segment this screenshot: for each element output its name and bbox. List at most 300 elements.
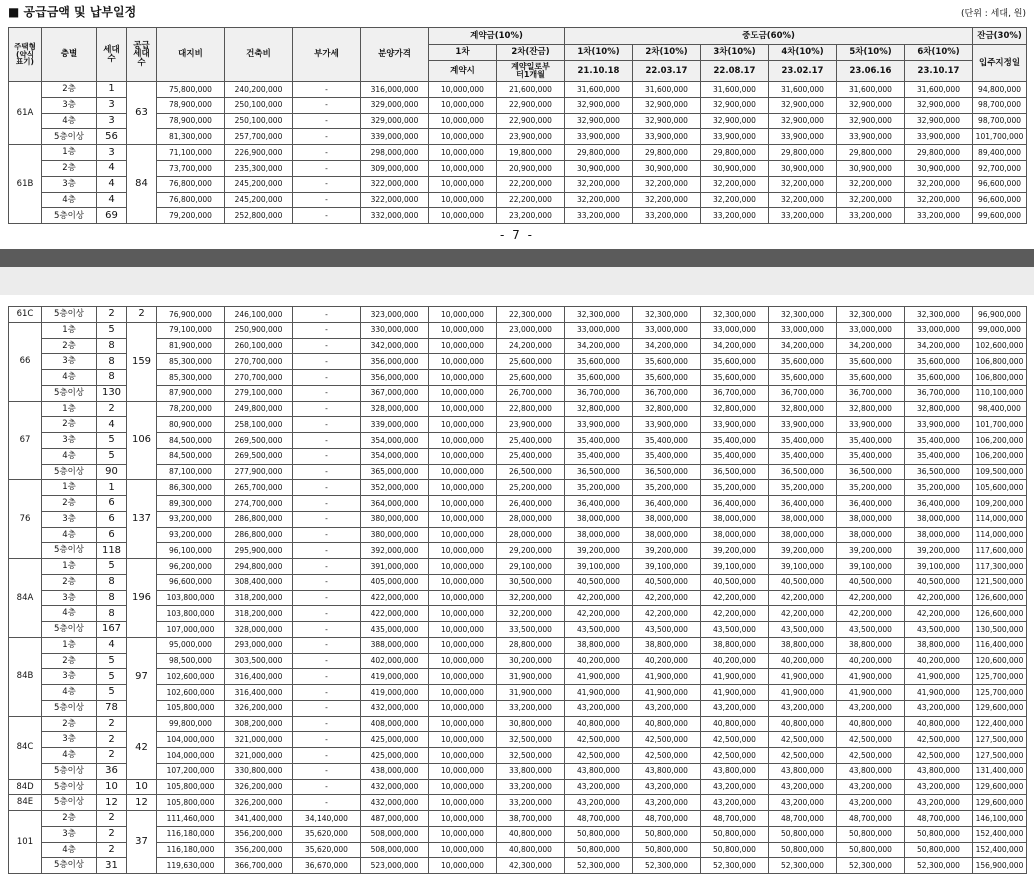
value-cell: 109,200,000: [973, 496, 1027, 512]
value-cell: 42,200,000: [837, 606, 905, 622]
value-cell: 286,800,000: [225, 511, 293, 527]
households-cell: 2: [97, 307, 127, 323]
value-cell: 435,000,000: [361, 622, 429, 638]
value-cell: 38,000,000: [701, 511, 769, 527]
value-cell: 10,000,000: [429, 417, 497, 433]
value-cell: -: [293, 354, 361, 370]
value-cell: 408,000,000: [361, 716, 429, 732]
value-cell: 29,800,000: [905, 145, 973, 161]
value-cell: 330,800,000: [225, 763, 293, 779]
value-cell: 41,900,000: [837, 669, 905, 685]
value-cell: 419,000,000: [361, 685, 429, 701]
value-cell: -: [293, 732, 361, 748]
value-cell: 31,900,000: [497, 685, 565, 701]
households-cell: 6: [97, 511, 127, 527]
value-cell: 32,900,000: [633, 113, 701, 129]
value-cell: 48,700,000: [769, 811, 837, 827]
value-cell: 39,200,000: [837, 543, 905, 559]
value-cell: 76,800,000: [157, 192, 225, 208]
value-cell: 76,900,000: [157, 307, 225, 323]
value-cell: 98,700,000: [973, 113, 1027, 129]
header-balance: 잔금(30%): [973, 28, 1027, 45]
value-cell: 35,400,000: [905, 433, 973, 449]
value-cell: 35,400,000: [633, 433, 701, 449]
value-cell: 43,800,000: [701, 763, 769, 779]
value-cell: 35,600,000: [633, 354, 701, 370]
value-cell: 32,300,000: [701, 307, 769, 323]
value-cell: 250,900,000: [225, 322, 293, 338]
value-cell: 86,300,000: [157, 480, 225, 496]
value-cell: 41,900,000: [565, 685, 633, 701]
floor-cell: 3층: [42, 590, 97, 606]
supply-count-cell: 196: [127, 559, 157, 638]
households-cell: 8: [97, 606, 127, 622]
value-cell: 35,400,000: [837, 448, 905, 464]
value-cell: -: [293, 716, 361, 732]
value-cell: 34,200,000: [769, 338, 837, 354]
value-cell: 39,100,000: [633, 559, 701, 575]
value-cell: 10,000,000: [429, 338, 497, 354]
value-cell: 42,200,000: [565, 590, 633, 606]
floor-cell: 4층: [42, 527, 97, 543]
header-dep2-date: 계약일로부 터1개월: [497, 61, 565, 82]
value-cell: 39,100,000: [701, 559, 769, 575]
value-cell: 508,000,000: [361, 842, 429, 858]
supply-count-cell: 12: [127, 795, 157, 811]
value-cell: 93,200,000: [157, 527, 225, 543]
value-cell: 39,100,000: [905, 559, 973, 575]
value-cell: 249,800,000: [225, 401, 293, 417]
value-cell: 32,200,000: [905, 192, 973, 208]
value-cell: 269,500,000: [225, 433, 293, 449]
table-row: [9, 763, 1027, 779]
value-cell: 40,500,000: [701, 574, 769, 590]
value-cell: 42,500,000: [837, 732, 905, 748]
value-cell: 10,000,000: [429, 322, 497, 338]
value-cell: 52,300,000: [905, 858, 973, 874]
value-cell: 328,000,000: [225, 622, 293, 638]
table-row: [9, 322, 1027, 338]
floor-cell: 5층이상: [42, 385, 97, 401]
value-cell: 246,100,000: [225, 307, 293, 323]
unit-type-cell: 84E: [9, 795, 42, 811]
value-cell: 130,500,000: [973, 622, 1027, 638]
value-cell: 117,300,000: [973, 559, 1027, 575]
value-cell: 332,000,000: [361, 208, 429, 224]
table-row: [9, 145, 1027, 161]
value-cell: 33,900,000: [633, 129, 701, 145]
value-cell: -: [293, 464, 361, 480]
supply-count-cell: 2: [127, 307, 157, 323]
floor-cell: 4층: [42, 113, 97, 129]
value-cell: 107,000,000: [157, 622, 225, 638]
table-row: [9, 622, 1027, 638]
table-row: [9, 208, 1027, 224]
value-cell: 245,200,000: [225, 192, 293, 208]
value-cell: 109,500,000: [973, 464, 1027, 480]
value-cell: 102,600,000: [157, 669, 225, 685]
value-cell: 30,900,000: [837, 160, 905, 176]
floor-cell: 4층: [42, 370, 97, 386]
table-body-1: [9, 82, 1027, 224]
header-type: 주택형 (약식 표기): [9, 28, 42, 82]
value-cell: 321,000,000: [225, 748, 293, 764]
value-cell: 36,500,000: [633, 464, 701, 480]
value-cell: 106,800,000: [973, 370, 1027, 386]
header-mid-1: 1차(10%): [565, 45, 633, 61]
value-cell: 32,800,000: [769, 401, 837, 417]
header-mid-date-6: 23.10.17: [905, 61, 973, 82]
value-cell: 43,200,000: [701, 700, 769, 716]
value-cell: 40,800,000: [905, 716, 973, 732]
value-cell: 42,500,000: [905, 748, 973, 764]
unit-type-cell: 84C: [9, 716, 42, 779]
value-cell: 38,800,000: [701, 637, 769, 653]
value-cell: 105,800,000: [157, 700, 225, 716]
value-cell: 10,000,000: [429, 307, 497, 323]
value-cell: 10,000,000: [429, 637, 497, 653]
value-cell: 48,700,000: [565, 811, 633, 827]
table-row: [9, 574, 1027, 590]
value-cell: 39,200,000: [633, 543, 701, 559]
value-cell: 24,200,000: [497, 338, 565, 354]
value-cell: 10,000,000: [429, 559, 497, 575]
value-cell: 38,000,000: [837, 511, 905, 527]
value-cell: 40,800,000: [837, 716, 905, 732]
value-cell: 25,600,000: [497, 370, 565, 386]
value-cell: 26,400,000: [497, 496, 565, 512]
value-cell: 328,000,000: [361, 401, 429, 417]
value-cell: 85,300,000: [157, 370, 225, 386]
value-cell: 116,400,000: [973, 637, 1027, 653]
households-cell: 5: [97, 685, 127, 701]
households-cell: 4: [97, 192, 127, 208]
value-cell: 43,500,000: [905, 622, 973, 638]
value-cell: 269,500,000: [225, 448, 293, 464]
value-cell: 52,300,000: [837, 858, 905, 874]
value-cell: 329,000,000: [361, 97, 429, 113]
page-break: [0, 249, 1034, 295]
value-cell: 32,200,000: [701, 176, 769, 192]
value-cell: 32,200,000: [633, 176, 701, 192]
value-cell: 76,800,000: [157, 176, 225, 192]
value-cell: 10,000,000: [429, 842, 497, 858]
value-cell: 10,000,000: [429, 192, 497, 208]
value-cell: 286,800,000: [225, 527, 293, 543]
households-cell: 56: [97, 129, 127, 145]
value-cell: 35,400,000: [769, 433, 837, 449]
header-mid-4: 4차(10%): [769, 45, 837, 61]
value-cell: -: [293, 700, 361, 716]
value-cell: 32,300,000: [905, 307, 973, 323]
value-cell: 114,000,000: [973, 511, 1027, 527]
value-cell: 43,800,000: [565, 763, 633, 779]
value-cell: 32,300,000: [633, 307, 701, 323]
households-cell: 10: [97, 779, 127, 795]
floor-cell: 2층: [42, 811, 97, 827]
value-cell: 36,700,000: [701, 385, 769, 401]
table-row: [9, 307, 1027, 323]
value-cell: 32,900,000: [633, 97, 701, 113]
value-cell: 10,000,000: [429, 385, 497, 401]
value-cell: 36,700,000: [905, 385, 973, 401]
value-cell: 10,000,000: [429, 97, 497, 113]
table-row: [9, 732, 1027, 748]
value-cell: 40,500,000: [837, 574, 905, 590]
value-cell: 10,000,000: [429, 448, 497, 464]
value-cell: 34,200,000: [565, 338, 633, 354]
header-dep1: 1차: [429, 45, 497, 61]
households-cell: 90: [97, 464, 127, 480]
value-cell: 39,100,000: [769, 559, 837, 575]
value-cell: 33,200,000: [837, 208, 905, 224]
floor-cell: 5층이상: [42, 464, 97, 480]
value-cell: 41,900,000: [633, 685, 701, 701]
value-cell: 316,400,000: [225, 669, 293, 685]
households-cell: 3: [97, 113, 127, 129]
value-cell: 265,700,000: [225, 480, 293, 496]
value-cell: 388,000,000: [361, 637, 429, 653]
value-cell: 35,400,000: [701, 448, 769, 464]
value-cell: 252,800,000: [225, 208, 293, 224]
value-cell: 10,000,000: [429, 685, 497, 701]
floor-cell: 3층: [42, 732, 97, 748]
value-cell: 10,000,000: [429, 480, 497, 496]
value-cell: -: [293, 622, 361, 638]
value-cell: 31,600,000: [837, 82, 905, 98]
households-cell: 2: [97, 842, 127, 858]
value-cell: 425,000,000: [361, 732, 429, 748]
value-cell: 40,800,000: [497, 826, 565, 842]
value-cell: 119,630,000: [157, 858, 225, 874]
value-cell: 295,900,000: [225, 543, 293, 559]
value-cell: 87,100,000: [157, 464, 225, 480]
value-cell: 52,300,000: [701, 858, 769, 874]
value-cell: 270,700,000: [225, 354, 293, 370]
value-cell: 260,100,000: [225, 338, 293, 354]
table-row: [9, 354, 1027, 370]
value-cell: 28,000,000: [497, 511, 565, 527]
value-cell: 43,800,000: [905, 763, 973, 779]
table-row: [9, 685, 1027, 701]
households-cell: 1: [97, 82, 127, 98]
value-cell: 42,500,000: [701, 732, 769, 748]
value-cell: 10,000,000: [429, 527, 497, 543]
households-cell: 8: [97, 590, 127, 606]
value-cell: 96,600,000: [973, 176, 1027, 192]
value-cell: 29,800,000: [837, 145, 905, 161]
floor-cell: 3층: [42, 669, 97, 685]
value-cell: 116,180,000: [157, 842, 225, 858]
value-cell: 487,000,000: [361, 811, 429, 827]
value-cell: 270,700,000: [225, 370, 293, 386]
value-cell: -: [293, 637, 361, 653]
value-cell: 32,300,000: [837, 307, 905, 323]
value-cell: 10,000,000: [429, 208, 497, 224]
floor-cell: 4층: [42, 842, 97, 858]
value-cell: 117,600,000: [973, 543, 1027, 559]
value-cell: 356,200,000: [225, 842, 293, 858]
value-cell: 33,200,000: [497, 779, 565, 795]
value-cell: 402,000,000: [361, 653, 429, 669]
value-cell: 10,000,000: [429, 732, 497, 748]
value-cell: 35,600,000: [769, 370, 837, 386]
value-cell: 279,100,000: [225, 385, 293, 401]
value-cell: 10,000,000: [429, 606, 497, 622]
value-cell: 10,000,000: [429, 779, 497, 795]
unit-type-cell: 76: [9, 480, 42, 559]
value-cell: 106,200,000: [973, 448, 1027, 464]
value-cell: 43,500,000: [837, 622, 905, 638]
value-cell: 10,000,000: [429, 653, 497, 669]
value-cell: 33,900,000: [769, 129, 837, 145]
value-cell: 10,000,000: [429, 82, 497, 98]
value-cell: 23,200,000: [497, 208, 565, 224]
value-cell: 42,500,000: [837, 748, 905, 764]
value-cell: 31,600,000: [701, 82, 769, 98]
value-cell: 33,000,000: [565, 322, 633, 338]
value-cell: 42,200,000: [905, 590, 973, 606]
page-number: - 7 -: [500, 228, 534, 242]
value-cell: 40,800,000: [633, 716, 701, 732]
unit-type-cell: 61C: [9, 307, 42, 323]
value-cell: 41,900,000: [633, 669, 701, 685]
value-cell: 258,100,000: [225, 417, 293, 433]
value-cell: 33,000,000: [633, 322, 701, 338]
households-cell: 12: [97, 795, 127, 811]
table-row: [9, 385, 1027, 401]
floor-cell: 5층이상: [42, 307, 97, 323]
value-cell: -: [293, 113, 361, 129]
value-cell: -: [293, 653, 361, 669]
value-cell: 35,600,000: [769, 354, 837, 370]
value-cell: 35,200,000: [565, 480, 633, 496]
value-cell: 78,900,000: [157, 113, 225, 129]
value-cell: 33,900,000: [565, 129, 633, 145]
value-cell: 32,500,000: [497, 748, 565, 764]
value-cell: 36,500,000: [837, 464, 905, 480]
value-cell: 41,900,000: [837, 685, 905, 701]
households-cell: 2: [97, 811, 127, 827]
value-cell: 405,000,000: [361, 574, 429, 590]
value-cell: 32,500,000: [497, 732, 565, 748]
value-cell: 39,200,000: [769, 543, 837, 559]
value-cell: 40,200,000: [565, 653, 633, 669]
value-cell: 32,300,000: [769, 307, 837, 323]
value-cell: 33,900,000: [633, 417, 701, 433]
value-cell: 30,900,000: [905, 160, 973, 176]
value-cell: 84,500,000: [157, 448, 225, 464]
value-cell: 31,600,000: [633, 82, 701, 98]
value-cell: 107,200,000: [157, 763, 225, 779]
header-floor: 층별: [42, 28, 97, 82]
value-cell: 32,200,000: [769, 176, 837, 192]
value-cell: 36,700,000: [633, 385, 701, 401]
header-mid-date-3: 22.08.17: [701, 61, 769, 82]
value-cell: 34,140,000: [293, 811, 361, 827]
floor-cell: 3층: [42, 354, 97, 370]
value-cell: 42,500,000: [905, 732, 973, 748]
value-cell: 52,300,000: [633, 858, 701, 874]
value-cell: 42,200,000: [701, 606, 769, 622]
value-cell: 52,300,000: [565, 858, 633, 874]
value-cell: 35,400,000: [905, 448, 973, 464]
value-cell: 87,900,000: [157, 385, 225, 401]
value-cell: 364,000,000: [361, 496, 429, 512]
value-cell: 95,000,000: [157, 637, 225, 653]
value-cell: 10,000,000: [429, 129, 497, 145]
value-cell: 19,800,000: [497, 145, 565, 161]
value-cell: 50,800,000: [769, 842, 837, 858]
value-cell: 10,000,000: [429, 622, 497, 638]
value-cell: 43,500,000: [769, 622, 837, 638]
value-cell: 42,200,000: [769, 606, 837, 622]
floor-cell: 3층: [42, 826, 97, 842]
value-cell: 152,400,000: [973, 842, 1027, 858]
value-cell: 101,700,000: [973, 417, 1027, 433]
value-cell: 354,000,000: [361, 448, 429, 464]
households-cell: 31: [97, 858, 127, 874]
value-cell: 32,900,000: [837, 97, 905, 113]
value-cell: 114,000,000: [973, 527, 1027, 543]
floor-cell: 2층: [42, 716, 97, 732]
value-cell: 316,000,000: [361, 82, 429, 98]
value-cell: 152,400,000: [973, 826, 1027, 842]
value-cell: 43,500,000: [633, 622, 701, 638]
value-cell: 25,400,000: [497, 433, 565, 449]
value-cell: 121,500,000: [973, 574, 1027, 590]
value-cell: 79,200,000: [157, 208, 225, 224]
value-cell: 102,600,000: [157, 685, 225, 701]
value-cell: 40,200,000: [701, 653, 769, 669]
unit-type-cell: 61B: [9, 145, 42, 224]
value-cell: 321,000,000: [225, 732, 293, 748]
value-cell: 78,200,000: [157, 401, 225, 417]
value-cell: -: [293, 82, 361, 98]
value-cell: 33,000,000: [837, 322, 905, 338]
value-cell: 40,500,000: [769, 574, 837, 590]
value-cell: 120,600,000: [973, 653, 1027, 669]
value-cell: 39,200,000: [905, 543, 973, 559]
value-cell: 342,000,000: [361, 338, 429, 354]
value-cell: 356,000,000: [361, 354, 429, 370]
value-cell: 10,000,000: [429, 113, 497, 129]
households-cell: 5: [97, 653, 127, 669]
supply-count-cell: 42: [127, 716, 157, 779]
value-cell: 50,800,000: [565, 842, 633, 858]
table-row: [9, 417, 1027, 433]
value-cell: 10,000,000: [429, 401, 497, 417]
households-cell: 8: [97, 338, 127, 354]
value-cell: 257,700,000: [225, 129, 293, 145]
households-cell: 3: [97, 145, 127, 161]
value-cell: 22,200,000: [497, 176, 565, 192]
value-cell: 10,000,000: [429, 811, 497, 827]
value-cell: 32,200,000: [565, 192, 633, 208]
value-cell: 323,000,000: [361, 307, 429, 323]
value-cell: 116,180,000: [157, 826, 225, 842]
header-mid-date-1: 21.10.18: [565, 61, 633, 82]
floor-cell: 4층: [42, 748, 97, 764]
value-cell: -: [293, 448, 361, 464]
value-cell: 96,900,000: [973, 307, 1027, 323]
header-mid-date-2: 22.03.17: [633, 61, 701, 82]
value-cell: 10,000,000: [429, 176, 497, 192]
page-title: ■ 공급금액 및 납부일정: [8, 5, 137, 19]
value-cell: 10,000,000: [429, 354, 497, 370]
value-cell: 42,200,000: [905, 606, 973, 622]
households-cell: 130: [97, 385, 127, 401]
